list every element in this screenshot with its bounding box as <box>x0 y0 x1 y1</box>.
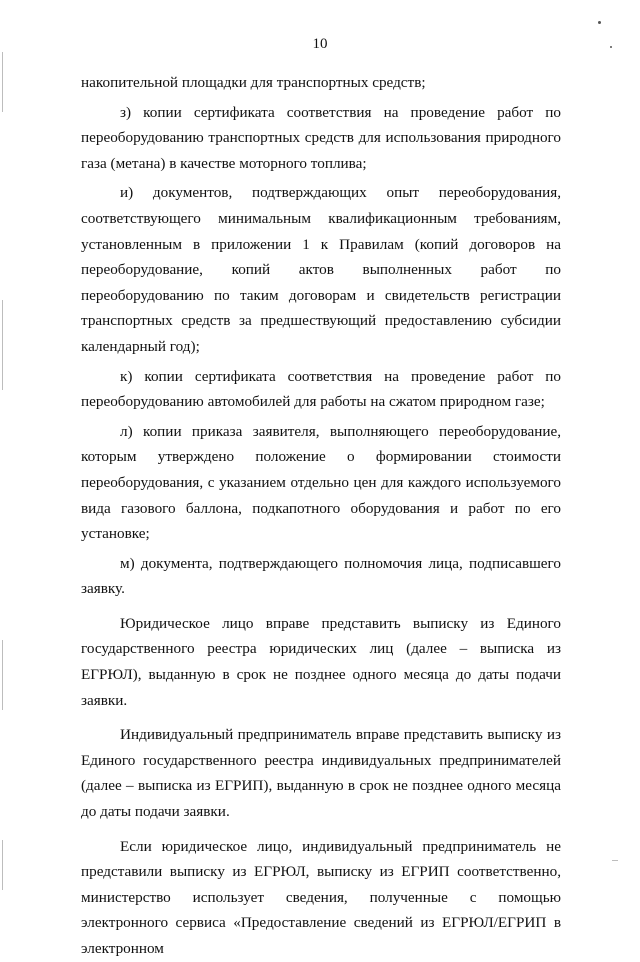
scan-speck <box>610 46 612 48</box>
list-item-z: з) копии сертификата соответствия на проведение работ по переоборудованию транспортных средств для использования природного газа (метана) в качестве моторного топлива; <box>81 103 561 172</box>
page-number: 10 <box>312 36 328 52</box>
scan-edge-line <box>612 860 618 861</box>
paragraph-entrepreneur: Индивидуальный предприниматель вправе представить выписку из Единого государственного реестра индивидуальных предпринимателей (далее – выписка из ЕГРИП), выданную в срок не позднее одного месяца до даты подачи заявки. <box>81 726 561 821</box>
list-item-m: м) документа, подтверждающего полномочия лица, подписавшего заявку. <box>81 554 561 598</box>
list-item-k: к) копии сертификата соответствия на проведение работ по переоборудованию автомобилей для работы на сжатом природном газе; <box>81 367 561 411</box>
paragraph-legal-entity: Юридическое лицо вправе представить выписку из Единого государственного реестра юридических лиц (далее – выписка из ЕГРЮЛ), выданную в срок не позднее одного месяца до даты подачи заявки. <box>81 614 561 709</box>
scan-edge-line <box>2 300 3 390</box>
list-item-i: и) документов, подтверждающих опыт переоборудования, соответствующего минимальным квалификационным требованиям, установленным в приложении 1 к Правилам (копий договоров на переоборудование, копий актов выполненных работ по переоборудованию по таким договорам и свидетельств регистрации транспортных средств за предшествующий предоставлению субсидии календарный год); <box>81 184 561 355</box>
list-item-l: л) копии приказа заявителя, выполняющего переоборудование, которым утверждено положение о формировании стоимости переоборудования, с указанием отдельно цен для каждого используемого вида газового баллона, подкапотного оборудования и работ по его установке; <box>81 422 561 543</box>
scan-speck <box>598 21 601 24</box>
scan-edge-line <box>2 52 3 112</box>
paragraph-ministry: Если юридическое лицо, индивидуальный предприниматель не представили выписку из ЕГРЮЛ, выписку из ЕГРИП соответственно, министерство использует сведения, полученные с помощью электронного сервиса «Предоставление сведений из ЕГРЮЛ/ЕГРИП в электронном <box>81 837 561 957</box>
scan-edge-line <box>2 840 3 890</box>
scan-edge-line <box>2 640 3 710</box>
paragraph-continuation: накопительной площадки для транспортных средств; <box>81 74 426 91</box>
document-body <box>81 70 561 962</box>
